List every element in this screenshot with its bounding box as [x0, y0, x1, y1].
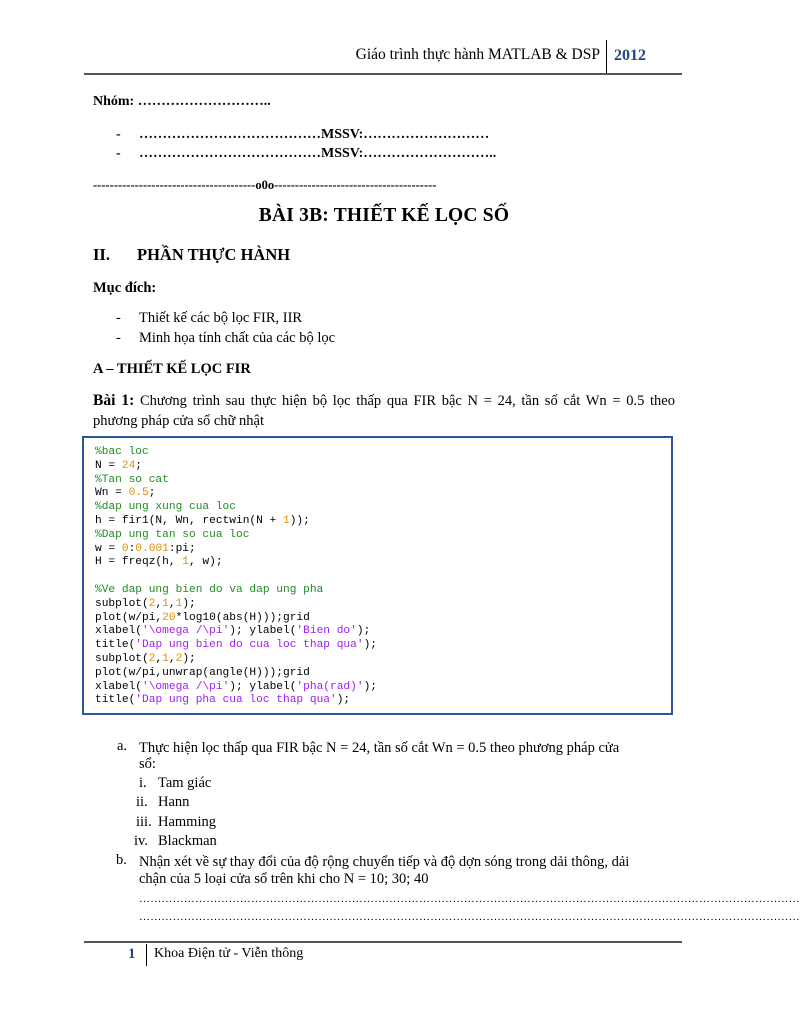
code-token: );: [363, 639, 377, 652]
code-token: 2: [148, 652, 156, 665]
lesson-title: BÀI 3B: THIẾT KẾ LỌC SỐ: [258, 205, 510, 226]
code-token: ); ylabel(: [229, 625, 297, 638]
page-number: 1: [128, 946, 136, 962]
header-title: Giáo trình thực hành MATLAB & DSP: [355, 46, 600, 63]
code-token: );: [356, 625, 371, 638]
header-year: 2012: [614, 47, 646, 64]
code-token: %Ve dap ung bien do va dap ung pha: [95, 583, 324, 596]
code-token: :: [128, 542, 136, 555]
code-listing: [82, 436, 673, 715]
code-token: );: [182, 652, 196, 665]
code-token: );: [363, 680, 377, 693]
code-token: 0.001: [135, 542, 169, 555]
code-line: [95, 639, 377, 653]
code-token: ));: [289, 514, 310, 527]
code-token: ;: [135, 459, 143, 472]
code-line: [95, 612, 377, 626]
code-token: plot(w/pi,: [95, 611, 163, 624]
footer-rule: [84, 941, 682, 943]
code-line: [95, 570, 377, 584]
subsection-title: A – THIẾT KẾ LỌC FIR: [93, 361, 251, 377]
code-token: , w);: [189, 556, 223, 569]
code-token: subplot(: [95, 597, 149, 610]
code-token: 'Dap ung pha cua loc thap qua': [135, 694, 337, 707]
code-line: [95, 556, 377, 570]
code-token: 'pha(rad)': [296, 680, 364, 693]
code-token: 1: [162, 652, 169, 665]
code-token: %bac loc: [95, 446, 149, 458]
code-line: [95, 584, 377, 598]
matlab-code: [95, 446, 377, 708]
answer-line: ……………………………………………………………………………………………………………………………………………………………: [139, 893, 800, 905]
code-token: 2: [148, 597, 156, 610]
code-token: H = freqz(h,: [95, 556, 183, 569]
task-b-line1: Nhận xét về sự thay đổi của độ rộng chuyển tiếp và độ dợn sóng trong dải thông, dải: [139, 854, 630, 870]
purpose-bullet: -: [116, 330, 121, 346]
code-token: 2: [175, 652, 183, 665]
code-token: title(: [95, 639, 136, 652]
group-line: Nhóm: ………………………..: [93, 94, 271, 109]
code-token: ,: [155, 597, 163, 610]
answer-line: ……………………………………………………………………………………………………………………………………………………………: [139, 911, 800, 923]
code-token: xlabel(: [95, 680, 142, 693]
code-token: ); ylabel(: [229, 680, 297, 693]
code-token: title(: [95, 694, 136, 707]
code-token: Wn =: [95, 487, 129, 500]
code-token: xlabel(: [95, 625, 142, 638]
code-token: %Dap ung tan so cua loc: [95, 528, 250, 541]
code-token: '\omega /\pi': [142, 625, 230, 638]
header-rule: [84, 73, 682, 75]
code-token: plot(w/pi,unwrap(angle(H)));grid: [95, 666, 310, 679]
member-line: …………………………………MSSV:………………………..: [139, 146, 497, 161]
code-token: subplot(: [95, 652, 149, 665]
code-token: );: [336, 694, 351, 707]
purpose-item: Minh họa tính chất của các bộ lọc: [139, 330, 336, 346]
code-token: ,: [168, 652, 176, 665]
section-title: PHẦN THỰC HÀNH: [137, 245, 291, 264]
exercise-text: Chương trình sau thực hiện bộ lọc thấp qua FIR bậc N = 24, tần số cắt Wn = 0.5 theo phương pháp cửa sổ chữ nhật: [93, 393, 675, 429]
code-token: 0: [121, 542, 129, 555]
code-line: [95, 653, 377, 667]
member-bullet: -: [116, 127, 121, 142]
code-token: 0.5: [128, 487, 149, 500]
code-line: [95, 446, 377, 460]
code-token: w =: [95, 542, 122, 555]
code-token: 1: [175, 597, 183, 610]
code-token: ,: [168, 597, 176, 610]
code-token: 1: [182, 556, 189, 569]
task-b-line2: chận của 5 loại cửa sổ trên khi cho N = 10; 30; 40: [139, 871, 429, 887]
code-token: *log10(abs(H)));grid: [175, 611, 310, 624]
window-item: Blackman: [158, 833, 217, 849]
code-token: N =: [95, 459, 122, 472]
window-marker: iv.: [134, 833, 148, 849]
code-token: :pi;: [168, 542, 196, 555]
purpose-heading: Mục đích:: [93, 280, 157, 296]
code-line: [95, 529, 377, 543]
code-line: [95, 598, 377, 612]
member-line: …………………………………MSSV:………………………: [139, 127, 490, 142]
window-marker: ii.: [136, 794, 148, 810]
code-line: [95, 460, 377, 474]
exercise-label: Bài 1:: [93, 392, 135, 409]
code-token: %Tan so cat: [95, 473, 169, 486]
section-number: II.: [93, 245, 110, 264]
purpose-item: Thiết kế các bộ lọc FIR, IIR: [139, 310, 303, 326]
code-token: 'Bien do': [296, 625, 357, 638]
window-item: Tam giác: [158, 775, 212, 791]
code-token: h = fir1(N, Wn, rectwin(N +: [95, 514, 283, 527]
code-token: '\omega /\pi': [142, 680, 230, 693]
task-a-line1: Thực hiện lọc thấp qua FIR bậc N = 24, tần số cắt Wn = 0.5 theo phương pháp cửa: [139, 740, 620, 756]
code-line: [95, 543, 377, 557]
task-a-line2: sổ:: [139, 756, 156, 772]
code-line: [95, 625, 377, 639]
code-token: 'Dap ung bien do cua loc thap qua': [135, 639, 364, 652]
header-divider: [606, 40, 607, 74]
member-bullet: -: [116, 146, 121, 161]
code-line: [95, 667, 377, 681]
code-line: [95, 474, 377, 488]
window-marker: iii.: [136, 814, 152, 830]
code-token: 20: [162, 611, 176, 624]
code-line: [95, 501, 377, 515]
window-item: Hamming: [158, 814, 216, 830]
purpose-bullet: -: [116, 310, 121, 326]
code-line: [95, 681, 377, 695]
code-token: 1: [282, 514, 290, 527]
code-token: ;: [148, 487, 156, 500]
footer-divider: [146, 944, 147, 966]
code-line: [95, 515, 377, 529]
window-marker: i.: [139, 775, 147, 791]
window-item: Hann: [158, 794, 190, 810]
footer-text: Khoa Điện tử - Viễn thông: [154, 946, 304, 961]
code-line: [95, 487, 377, 501]
code-token: );: [182, 597, 196, 610]
code-token: 1: [162, 597, 169, 610]
code-line: [95, 694, 377, 708]
code-token: %dap ung xung cua loc: [95, 501, 236, 514]
exercise-paragraph: [93, 391, 675, 431]
task-marker: a.: [117, 738, 128, 754]
code-token: ,: [155, 652, 163, 665]
task-marker: b.: [116, 852, 127, 868]
code-token: 24: [121, 459, 136, 472]
separator-line: ---------------------------------------o0o---------------------------------------: [93, 178, 437, 192]
